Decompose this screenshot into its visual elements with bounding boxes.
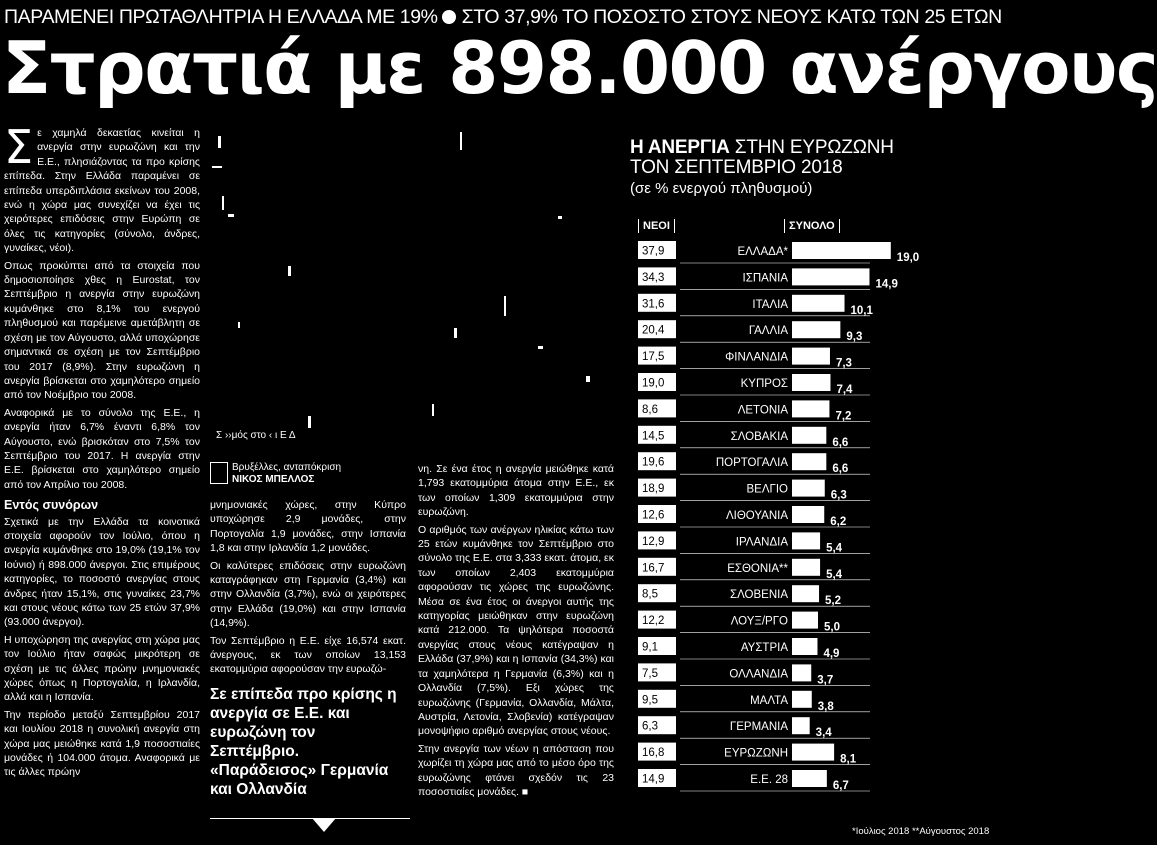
photo-speck [586, 376, 590, 382]
photo-speck [454, 328, 457, 338]
total-bar [792, 770, 827, 787]
young-value-label: 12,6 [642, 509, 665, 522]
young-value-label: 9,1 [642, 641, 658, 654]
photo-speck [432, 404, 434, 416]
country-label: ΑΥΣΤΡΙΑ [740, 642, 788, 654]
paragraph: μνημονιακές χώρες, στην Κύπρο υποχώρησε 2,9 μονάδες, στην Πορτογαλία 1,9 μονάδες, στην Ισπανία 1,8 και στην Ιρλανδία 1,2 μονάδες. [210, 499, 406, 555]
country-label: Ε.Ε. 28 [750, 774, 788, 786]
young-value-label: 19,0 [642, 377, 665, 390]
chart-title-rest: ΣΤΗΝ ΕΥΡΩΖΩΝΗ [729, 137, 894, 158]
young-value-label: 37,9 [642, 245, 665, 258]
photo-speck [460, 132, 462, 150]
paragraph: Στην ανεργία των νέων η απόσταση που χωρίζει τη χώρα μας από το μέσο όρο της ευρωζώνης φτάνει σχεδόν τις 23 ποσοστιαίες μονάδες. ■ [418, 742, 614, 798]
photo-speck [222, 196, 224, 210]
country-label: ΜΑΛΤΑ [750, 694, 788, 707]
bullet-dot-icon [442, 10, 456, 24]
byline [210, 462, 410, 490]
young-value-label: 8,5 [642, 588, 658, 601]
young-value-label: 16,7 [642, 562, 665, 575]
photo-speck [228, 214, 234, 217]
chart-footnote: *Ιούλιος 2018 **Αύγουστος 2018 [852, 826, 990, 837]
country-label: ΙΣΠΑΝΙΑ [742, 272, 788, 285]
total-value-label: 10,1 [850, 304, 873, 317]
total-value-label: 8,1 [840, 753, 857, 766]
chart-header-total: ΣΥΝΟΛΟ [784, 219, 840, 233]
headline: Στρατιά με 898.000 ανέργους [2, 26, 1157, 110]
total-bar [792, 400, 829, 417]
country-label: ΙΤΑΛΙΑ [752, 298, 788, 311]
pull-quote-rule [210, 818, 410, 819]
young-value-label: 8,6 [642, 403, 658, 416]
photo-speck [308, 416, 311, 428]
kicker-right: ΣΤΟ 37,9% ΤΟ ΠΟΣΟΣΤΟ ΣΤΟΥΣ ΝΕΟΥΣ ΚΑΤΩ ΤΩΝ 25 ΕΤΩΝ [461, 6, 1002, 28]
total-value-label: 4,9 [823, 648, 840, 660]
total-value-label: 6,6 [832, 436, 849, 449]
total-value-label: 14,9 [875, 278, 898, 291]
pull-quote: Σε επίπεδα προ κρίσης η ανεργία σε Ε.Ε. και ευρωζώνη τον Σεπτέμβριο. «Παράδεισος» Γερμανία και Ολλανδία [210, 685, 397, 798]
article-column-2 [210, 498, 406, 799]
total-bar [792, 268, 869, 285]
total-bar [792, 612, 818, 629]
country-label: ΣΛΟΒΑΚΙΑ [730, 430, 788, 443]
country-label: ΓΕΡΜΑΝΙΑ [729, 721, 788, 734]
total-bar [792, 453, 826, 470]
total-value-label: 5,4 [826, 542, 843, 555]
young-value-label: 12,9 [642, 535, 665, 548]
total-bar [792, 374, 830, 391]
young-value-label: 7,5 [642, 667, 658, 680]
young-value-label: 34,3 [642, 271, 665, 284]
total-value-label: 3,8 [817, 700, 834, 713]
paragraph: Ο αριθμός των ανέργων ηλικίας κάτω των 25 ετών κυμάνθηκε τον Σεπτέμβριο στο σύνολο της Ε.Ε. στα 3,333 εκατ. άτομα, εκ των οποίων 2,403 εκατομμύρια αφορούσαν τις χώρες της ευρωζώνης. Μέσα σε ένα έτος οι άνεργοι αυτής της κατηγορίας μειώθηκαν στην ευρωζώνη κατά 212.000. Τα ψηλότερα ποσοστά ανεργίας στους νέους κατέγραψαν η Ελλάδα (37,9%) και η Ισπανία (34,3%) και τα χαμηλότερα η Γερμανία (6,3%) και η Ολλανδία (7,5%). Εξι χώρες της ευρωζώνης (Γερμανία, Ολλανδία, Μάλτα, Αυστρία, Λετονία, Σλοβενία) κατέγραψαν μονοψήφιο αριθμό ανεργίας στους νέους. [418, 523, 614, 738]
country-label: ΠΟΡΤΟΓΑΛΙΑ [715, 457, 788, 470]
photo-speck [238, 322, 240, 328]
byline-location: Βρυξέλλες, ανταπόκριση [232, 462, 342, 473]
country-label: ΕΛΛΑΔΑ* [737, 246, 788, 258]
article-column-1 [4, 120, 200, 783]
total-bar [792, 559, 820, 576]
photo-speck [504, 296, 506, 316]
photo [208, 126, 614, 454]
chart-subtitle: (σε % ενεργού πληθυσμού) [630, 180, 813, 197]
photo-speck [218, 136, 221, 148]
photo-speck [538, 346, 543, 349]
total-value-label: 5,0 [824, 621, 840, 634]
document-icon [210, 462, 228, 484]
country-label: ΕΥΡΩΖΩΝΗ [724, 747, 788, 760]
total-value-label: 6,7 [832, 780, 849, 792]
total-bar [792, 295, 845, 312]
subhead: Εντός συνόρων [4, 498, 99, 513]
total-value-label: 9,3 [846, 331, 863, 344]
total-bar [792, 717, 810, 734]
paragraph: Οπως προκύπτει από τα στοιχεία που δημοσιοποίησε χθες η Eurostat, τον Σεπτέμβριο η ανεργία στην ευρωζώνη κυμάνθηκε στο 8,1% του ενεργού πληθυσμού και παρέμεινε αμετάβλητη σε σχέση με τον Αύγουστο, αλλά υποχώρησε σημαντικά σε σχέση με τον Σεπτέμβριο του 2017 (8,9%). Στην ευρωζώνη η ανεργία βρίσκεται στο χαμηλότερο σημείο από τον Νοέμβριο του 2008. [4, 259, 200, 402]
total-value-label: 7,4 [836, 384, 853, 396]
country-label: ΣΛΟΒΕΝΙΑ [729, 589, 788, 602]
total-bar [792, 480, 825, 497]
paragraph: Η υποχώρηση της ανεργίας στη χώρα μας τον Ιούλιο ήταν σαφώς μικρότερη σε σχέση με τις άλλες πρώην μνημονιακές χώρες όπως η Πορτογαλία, η Ιρλανδία, αλλά και η Ισπανία. [4, 633, 200, 704]
dropcap: Σ [4, 120, 34, 174]
photo-caption: Σ ››μός στο ‹ ι Ε Δ [216, 430, 296, 441]
article-column-3 [418, 462, 614, 802]
country-label: ΙΡΛΑΝΔΙΑ [735, 536, 788, 549]
photo-speck [288, 266, 291, 276]
total-value-label: 6,2 [830, 516, 847, 528]
total-bar [792, 242, 891, 259]
total-value-label: 5,4 [826, 568, 843, 581]
total-bar [792, 532, 820, 549]
country-label: ΕΣΘΟΝΙΑ** [727, 562, 788, 575]
young-value-label: 31,6 [642, 298, 665, 311]
country-label: ΟΛΛΑΝΔΙΑ [729, 668, 788, 681]
young-value-label: 6,3 [642, 720, 658, 733]
country-label: ΦΙΝΛΑΝΔΙΑ [725, 351, 788, 364]
kicker-left: ΠΑΡΑΜΕΝΕΙ ΠΡΩΤΑΘΛΗΤΡΙΑ Η ΕΛΛΑΔΑ ΜΕ 19% [4, 6, 438, 28]
country-label: ΛΕΤΟΝΙΑ [737, 404, 788, 417]
young-value-label: 9,5 [642, 694, 658, 707]
country-label: ΛΙΘΟΥΑΝΙΑ [725, 510, 788, 522]
paragraph: Την περίοδο μεταξύ Σεπτεμβρίου 2017 και Ιουλίου 2018 η συνολική ανεργία στη χώρα μας μειώθηκε κατά 1,9 ποσοστιαίες μονάδες ή 104.000 άτομα. Αναφορικά με τις άλλες πρώην [4, 708, 200, 779]
total-value-label: 6,6 [832, 463, 849, 476]
chart-header-young: ΝΕΟΙ [638, 219, 675, 233]
total-value-label: 3,4 [815, 727, 832, 740]
young-value-label: 19,6 [642, 456, 665, 469]
paragraph: Οι καλύτερες επιδόσεις στην ευρωζώνη καταγράφηκαν στη Γερμανία (3,4%) και στην Ολλανδία (3,7%), ενώ οι χειρότερες στην Ελλάδα (19,0%) και στην Ισπανία (14,9%). [210, 559, 406, 630]
total-bar [792, 321, 840, 338]
total-bar [792, 506, 824, 523]
unemployment-bar-chart [620, 235, 1020, 821]
country-label: ΓΑΛΛΙΑ [748, 325, 788, 338]
young-value-label: 20,4 [642, 324, 665, 337]
total-value-label: 7,2 [835, 410, 852, 423]
country-label: ΒΕΛΓΙΟ [746, 483, 788, 496]
total-bar [792, 638, 817, 655]
total-bar [792, 664, 811, 681]
paragraph: Αναφορικά με το σύνολο της Ε.Ε., η ανεργία ήταν 6,7% έναντι 6,8% τον Αύγουστο, ενώ βρισκόταν στο 7,5% τον Σεπτέμβριο του 2017. Η ανεργία στην Ε.Ε. βρίσκεται στο χαμηλότερο σημείο από τον Απρίλιο του 2008. [4, 406, 200, 491]
paragraph: ε χαμηλά δεκαετίας κινείται η ανεργία στην ευρωζώνη και την Ε.Ε., πλησιάζοντας τα προ κρίσης επίπεδα. Στην Ελλάδα παραμένει σε επίπεδα υπερδιπλάσια εκείνων του 2008, ενώ η χώρα μας συνεχίζει να έχει τις χειρότερες επιδόσεις στην Ευρώπη σε όλες τις κατηγορίες (σύνολο, άνδρες, γυναίκες, νέοι). [4, 127, 200, 255]
total-bar [792, 585, 819, 602]
paragraph: Τον Σεπτέμβριο η Ε.Ε. είχε 16,574 εκατ. άνεργους, εκ των οποίων 13,153 εκατομμύρια αφορούσαν την ευρωζώ- [210, 634, 406, 676]
young-value-label: 18,9 [642, 483, 665, 496]
total-bar [792, 348, 830, 365]
pull-quote-pointer [312, 818, 336, 832]
photo-speck [558, 216, 562, 219]
young-value-label: 14,9 [642, 773, 665, 786]
young-value-label: 17,5 [642, 351, 665, 364]
chart-title-bold: Η ΑΝΕΡΓΙΑ [630, 137, 730, 158]
total-bar [792, 744, 834, 761]
young-value-label: 16,8 [642, 747, 665, 760]
paragraph: νη. Σε ένα έτος η ανεργία μειώθηκε κατά 1,793 εκατομμύρια άτομα στην Ε.Ε., εκ των οποίων 1,309 εκατομμύρια στην ευρωζώνη. [418, 463, 614, 519]
total-value-label: 3,7 [817, 674, 834, 687]
total-bar [792, 427, 826, 444]
country-label: ΚΥΠΡΟΣ [740, 378, 788, 390]
total-bar [792, 691, 812, 708]
young-value-label: 12,2 [642, 615, 665, 628]
total-value-label: 5,2 [825, 595, 842, 608]
country-label: ΛΟΥΞ/ΡΓΟ [730, 615, 788, 628]
total-value-label: 7,3 [835, 357, 852, 370]
paragraph: Σχετικά με την Ελλάδα τα κοινοτικά στοιχεία αφορούν τον Ιούλιο, όπου η ανεργία κυμάνθηκε στο 19,0% (19,1% τον Ιούνιο) ή 898.000 άνεργοι. Στις επιμέρους κατηγορίες, το ποσοστό ανεργίας στους άνδρες ήταν 15,1%, στις γυναίκες 23,7% και στους νέους κάτω των 25 ετών 37,9% (93.000 άνεργοι). [4, 515, 200, 629]
total-value-label: 6,3 [830, 489, 847, 502]
photo-speck [212, 166, 222, 168]
byline-author: ΝΙΚΟΣ ΜΠΕΛΛΟΣ [232, 474, 315, 485]
chart-title [630, 138, 894, 178]
total-value-label: 19,0 [896, 252, 920, 264]
young-value-label: 14,5 [642, 430, 665, 443]
chart-title-line2: ΤΟΝ ΣΕΠΤΕΜΒΡΙΟ 2018 [630, 157, 843, 178]
